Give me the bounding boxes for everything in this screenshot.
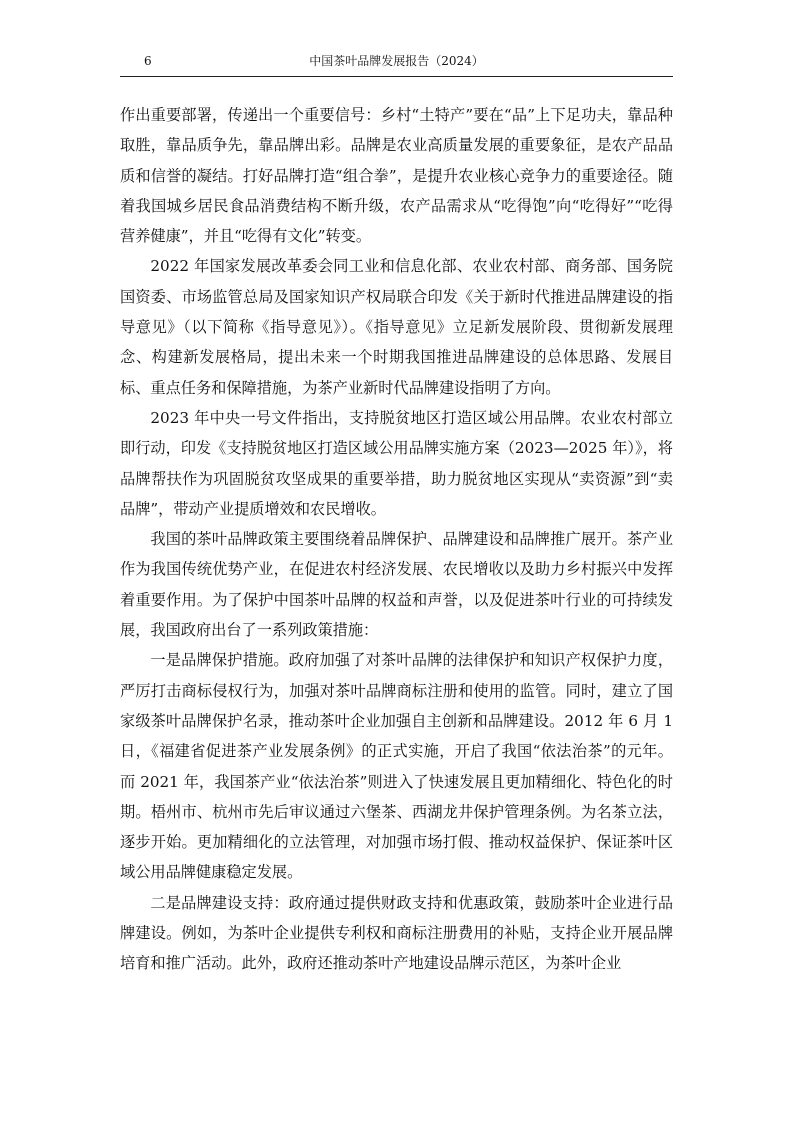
paragraph-brand-protection: 一是品牌保护措施。政府加强了对茶叶品牌的法律保护和知识产权保护力度，严厉打击商标侵权行为，加强对茶叶品牌商标注册和使用的监管。同时，建立了国家级茶叶品牌保护名录，推动茶叶企业加强自主创新和品牌建设。2012 年 6 月 1 日，《福建省促进茶产业发展条例》的正式实施，开启了我国“依法治茶”的元年。而 2021 年，我国茶产业“依法治茶”则进入了快速发展且更加精细化、特色化的时期。梧州市、杭州市先后审议通过六堡茶、西湖龙井保护管理条例。为名茶立法，逐步开始。更加精细化的立法管理，对加强市场打假、推动权益保护、保证茶叶区域公用品牌健康稳定发展。 <box>120 651 673 882</box>
paragraph-continued: 作出重要部署，传递出一个重要信号：乡村“土特产”要在“品”上下足功夫，靠品种取胜，靠品质争先，靠品牌出彩。品牌是农业高质量发展的重要象征，是农产品品质和信誉的凝结。打好品牌打造“组合拳”，是提升农业核心竞争力的重要途径。随着我国城乡居民食品消费结构不断升级，农产品需求从“吃得饱”向“吃得好”“吃得营养健康”，并且“吃得有文化”转变。 <box>120 106 673 246</box>
running-title: 中国茶叶品牌发展报告（2024） <box>309 54 484 68</box>
page-number: 6 <box>144 54 152 68</box>
body-text <box>120 100 673 979</box>
paragraph-brand-policy: 我国的茶叶品牌政策主要围绕着品牌保护、品牌建设和品牌推广展开。茶产业作为我国传统优势产业，在促进农村经济发展、农民增收以及助力乡村振兴中发挥着重要作用。为了保护中国茶叶品牌的权益和声誉，以及促进茶叶行业的可持续发展，我国政府出台了一系列政策措施： <box>120 530 673 640</box>
paragraph-2022-guidance: 2022 年国家发展改革委会同工业和信息化部、农业农村部、商务部、国务院国资委、市场监管总局及国家知识产权局联合印发《关于新时代推进品牌建设的指导意见》（以下简称《指导意见》）。《指导意见》立足新发展阶段、贯彻新发展理念、构建新发展格局，提出未来一个时期我国推进品牌建设的总体思路、发展目标、重点任务和保障措施，为茶产业新时代品牌建设指明了方向。 <box>120 257 673 397</box>
paragraph-2023-document: 2023 年中央一号文件指出，支持脱贫地区打造区域公用品牌。农业农村部立即行动，印发《支持脱贫地区打造区域公用品牌实施方案（2023—2025 年）》，将品牌帮扶作为巩固脱贫攻坚成果的重要举措，助力脱贫地区实现从“卖资源”到“卖品牌”，带动产业提质增效和农民增收。 <box>120 408 673 518</box>
page-header <box>120 50 673 77</box>
paragraph-brand-building: 二是品牌建设支持：政府通过提供财政支持和优惠政策，鼓励茶叶企业进行品牌建设。例如，为茶叶企业提供专利权和商标注册费用的补贴，支持企业开展品牌培育和推广活动。此外，政府还推动茶叶产地建设品牌示范区，为茶叶企业 <box>120 893 673 973</box>
